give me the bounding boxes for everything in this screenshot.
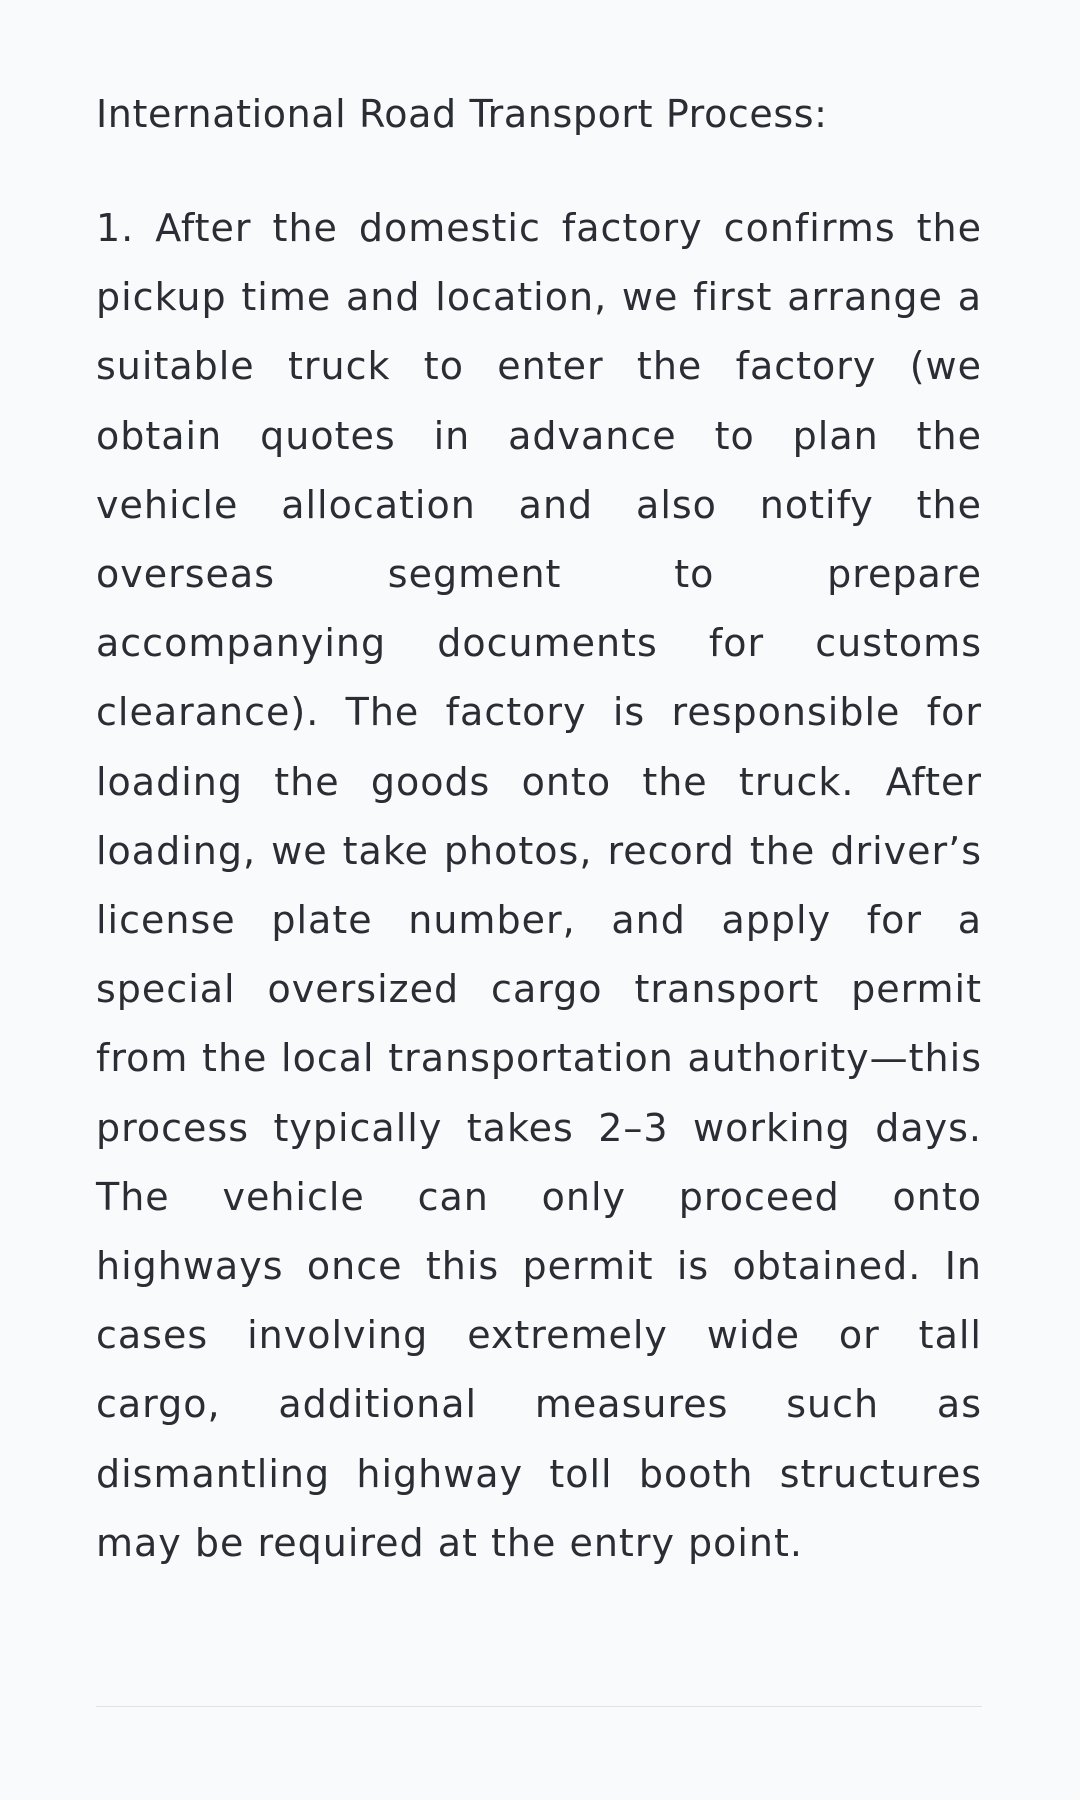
page-title: International Road Transport Process: <box>96 92 828 136</box>
bottom-divider <box>96 1706 982 1707</box>
article-content <box>96 90 982 1578</box>
process-step-paragraph: 1. After the domestic factory confirms the pickup time and location, we first arrange a suitable truck to enter the factory (we obtain quotes in advance to plan the vehicle allocation and also notify the overseas segment to prepare accompanying documents for customs clearance). The factory is responsible for loading the goods onto the truck. After loading, we take photos, record the driver’s license plate number, and apply for a special oversized cargo transport permit from the local transportation authority—this process typically takes 2–3 working days. The vehicle can only proceed onto highways once this permit is obtained. In cases involving extremely wide or tall cargo, additional measures such as dismantling highway toll booth structures may be required at the entry point. <box>96 206 982 1565</box>
